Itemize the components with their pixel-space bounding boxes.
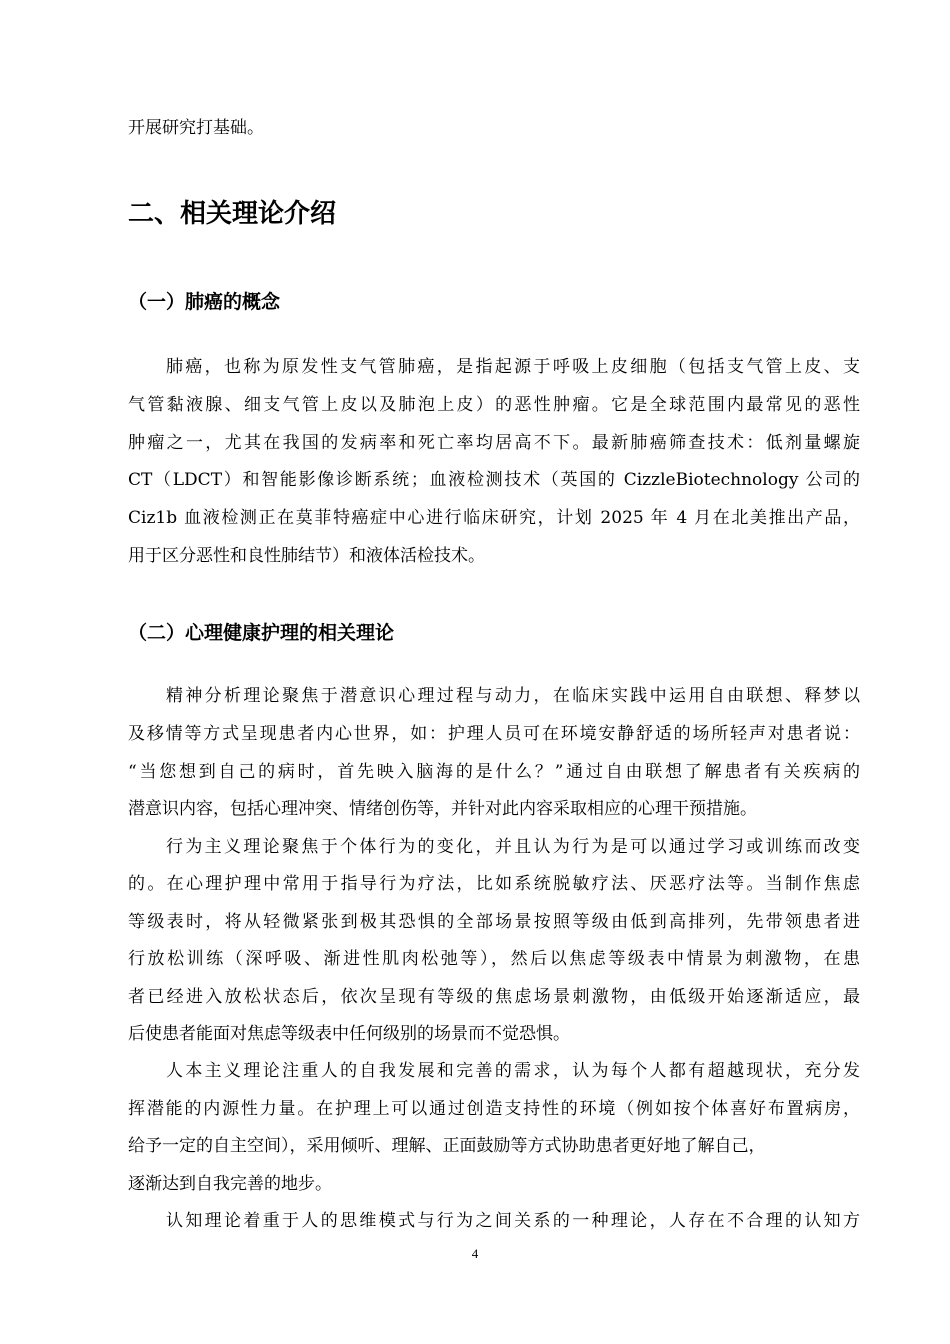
paragraph-line: 挥潜能的内源性力量。在护理上可以通过创造支持性的环境（例如按个体喜好布置病房， [128, 1099, 860, 1119]
page-number: 4 [471, 1246, 479, 1261]
paragraph-line: 肿瘤之一，尤其在我国的发病率和死亡率均居高不下。最新肺癌筛查技术：低剂量螺旋 [128, 433, 860, 453]
paragraph-line: 等级表时，将从轻微紧张到极其恐惧的全部场景按照等级由低到高排列，先带领患者进 [128, 912, 860, 932]
paragraph-line: 的。在心理护理中常用于指导行为疗法，比如系统脱敏疗法、厌恶疗法等。当制作焦虑 [128, 874, 860, 894]
paragraph-line: 潜意识内容，包括心理冲突、情绪创伤等，并针对此内容采取相应的心理干预措施。 [128, 799, 757, 819]
paragraph-line: 后使患者能面对焦虑等级表中任何级别的场景而不觉恐惧。 [128, 1024, 570, 1044]
paragraph-line: 逐渐达到自我完善的地步。 [128, 1174, 332, 1194]
paragraph-line: 气管黏液腺、细支气管上皮以及肺泡上皮）的恶性肿瘤。它是全球范围内最常见的恶性 [128, 395, 860, 415]
paragraph-line: 者已经进入放松状态后，依次呈现有等级的焦虑场景刺激物，由低级开始逐渐适应，最 [128, 987, 860, 1007]
section-heading-mental-health-theories: （二）心理健康护理的相关理论 [128, 622, 395, 644]
paragraph-line: 用于区分恶性和良性肺结节）和液体活检技术。 [128, 546, 485, 566]
section-heading-lung-cancer: （一）肺癌的概念 [128, 291, 281, 313]
paragraph-line: 肺癌，也称为原发性支气管肺癌，是指起源于呼吸上皮细胞（包括支气管上皮、支 [166, 357, 860, 377]
paragraph-line: 认知理论着重于人的思维模式与行为之间关系的一种理论，人存在不合理的认知方 [166, 1211, 860, 1231]
paragraph-line: 行为主义理论聚焦于个体行为的变化，并且认为行为是可以通过学习或训练而改变 [166, 837, 860, 857]
paragraph-line: 及移情等方式呈现患者内心世界，如：护理人员可在环境安静舒适的场所轻声对患者说： [128, 724, 860, 744]
paragraph-line: 行放松训练（深呼吸、渐进性肌肉松弛等），然后以焦虑等级表中情景为刺激物，在患 [128, 949, 860, 969]
paragraph-line: 精神分析理论聚焦于潜意识心理过程与动力，在临床实践中运用自由联想、释梦以 [166, 686, 860, 706]
paragraph-line: Ciz1b 血液检测正在莫菲特癌症中心进行临床研究，计划 2025 年 4 月在北美推出产品， [128, 508, 860, 528]
paragraph-line: 开展研究打基础。 [128, 118, 264, 138]
paragraph-line: “当您想到自己的病时，首先映入脑海的是什么？”通过自由联想了解患者有关疾病的 [128, 762, 860, 782]
paragraph-line: CT（LDCT）和智能影像诊断系统；血液检测技术（英国的 CizzleBiotechnology 公司的 [128, 470, 860, 490]
paragraph-line: 给予一定的自主空间），采用倾听、理解、正面鼓励等方式协助患者更好地了解自己， [128, 1136, 766, 1156]
chapter-heading: 二、相关理论介绍 [128, 199, 337, 229]
paragraph-line: 人本主义理论注重人的自我发展和完善的需求，认为每个人都有超越现状，充分发 [166, 1061, 860, 1081]
